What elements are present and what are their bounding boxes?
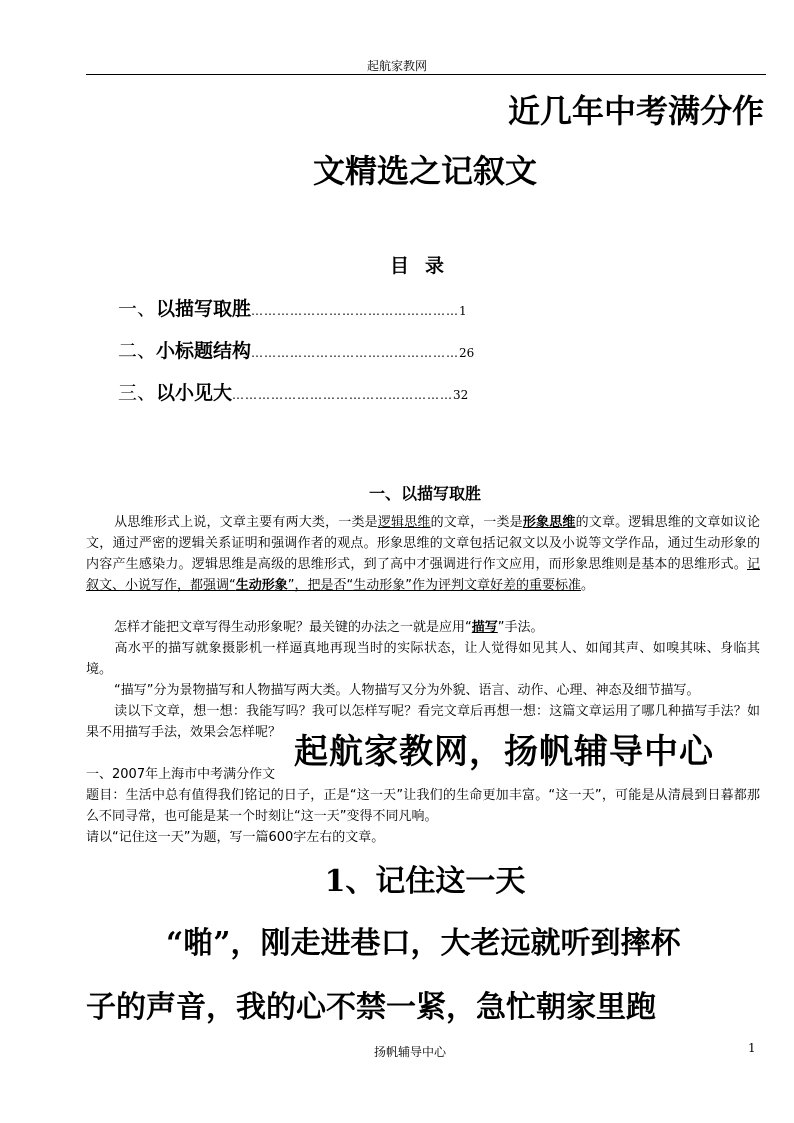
essay-title: 1、记住这一天 xyxy=(324,864,526,899)
toc-item-label: 以描写取胜 xyxy=(156,298,252,320)
prompt-source: 一、2007年上海市中考满分作文 xyxy=(86,767,276,782)
essay-line-2: 子的声音，我的心不禁一紧，急忙朝家里跑 xyxy=(86,990,656,1025)
toc-page-number: 32 xyxy=(453,388,469,402)
term-logical-thinking: 逻辑思维 xyxy=(377,515,431,530)
toc-item-label: 小标题结构 xyxy=(156,340,252,362)
toc-leader: ………………………………………… xyxy=(251,304,460,318)
essay-line-1: “啪”，刚走进巷口，大老远就听到摔杯 xyxy=(166,926,681,961)
toc-item-number: 三、 xyxy=(118,382,157,404)
page-number: 1 xyxy=(748,1041,756,1055)
paragraph-2: 怎样才能把文章写得生动形象呢？最关键的办法之一就是应用“描写”手法。 xyxy=(114,620,544,635)
doc-title-line2: 文精选之记叙文 xyxy=(312,152,537,190)
toc-leader: …………………………………………… xyxy=(232,388,454,402)
prompt-text: 题目：生活中总有值得我们铭记的日子，正是“这一天”让我们的生命更加丰富。“这一天”，可能是从清晨到日暮都那么不同寻常，也可能是某一个时刻让“这一天”变得不同凡响。 xyxy=(86,788,760,824)
toc-item-number: 二、 xyxy=(118,340,157,362)
toc-item-1[interactable] xyxy=(118,294,568,321)
paragraph-4: “描写”分为景物描写和人物描写两大类。人物描写又分为外貌、语言、动作、心理、神态及细节描写。 xyxy=(114,683,700,698)
doc-title-line1: 近几年中考满分作 xyxy=(507,92,764,130)
toc-item-3[interactable] xyxy=(118,378,568,405)
prompt-instruction: 请以“记住这一天”为题，写一篇600字左右的文章。 xyxy=(86,830,385,845)
toc-item-label: 以小见大 xyxy=(156,382,233,404)
toc-heading: 目录 xyxy=(389,255,460,277)
toc-page-number: 26 xyxy=(459,346,475,360)
toc-leader: ………………………………………… xyxy=(251,346,460,360)
page-footer: 扬帆辅导中心 xyxy=(373,1045,446,1059)
toc-item-number: 一、 xyxy=(118,298,157,320)
watermark-banner: 起航家教网，扬帆辅导中心 xyxy=(294,732,714,772)
header-rule xyxy=(86,74,766,75)
paragraph-5: 读以下文章，想一想：我能写吗？我可以怎样写呢？看完文章后再想一想：这篇文章运用了哪几种描写手法？如果不用描写手法，效果会怎样呢？ xyxy=(86,704,760,740)
page-header: 起航家教网 xyxy=(366,59,427,73)
paragraph-1: 从思维形式上说，文章主要有两大类，一类是逻辑思维的文章，一类是形象思维的文章。逻辑思维的文章如议论文，通过严密的逻辑关系证明和强调作者的观点。形象思维的文章包括记叙文以及小说等文学作品，通过生动形象的内容产生感染力。逻辑思维是高级的思维形式，到了高中才强调进行作文应用，而形象思维则是基本的思维形式。记叙文、小说写作，都强调“生动形象”，把是否“生动形象”作为评判文章好差的重要标准。 xyxy=(86,515,760,593)
term-description: 描写 xyxy=(471,620,498,635)
section-heading: 一、以描写取胜 xyxy=(368,484,481,503)
paragraph-3: 高水平的描写就象摄影机一样逼真地再现当时的实际状态，让人觉得如见其人、如闻其声、如嗅其味、身临其境。 xyxy=(86,641,760,677)
term-image-thinking: 形象思维 xyxy=(522,515,576,530)
toc-item-2[interactable] xyxy=(118,336,568,363)
toc-page-number: 1 xyxy=(459,304,467,318)
underlined-sentence: 记叙文、小说写作，都强调“生动形象”，把是否“生动形象”作为评判文章好差的重要标准 xyxy=(86,557,760,593)
